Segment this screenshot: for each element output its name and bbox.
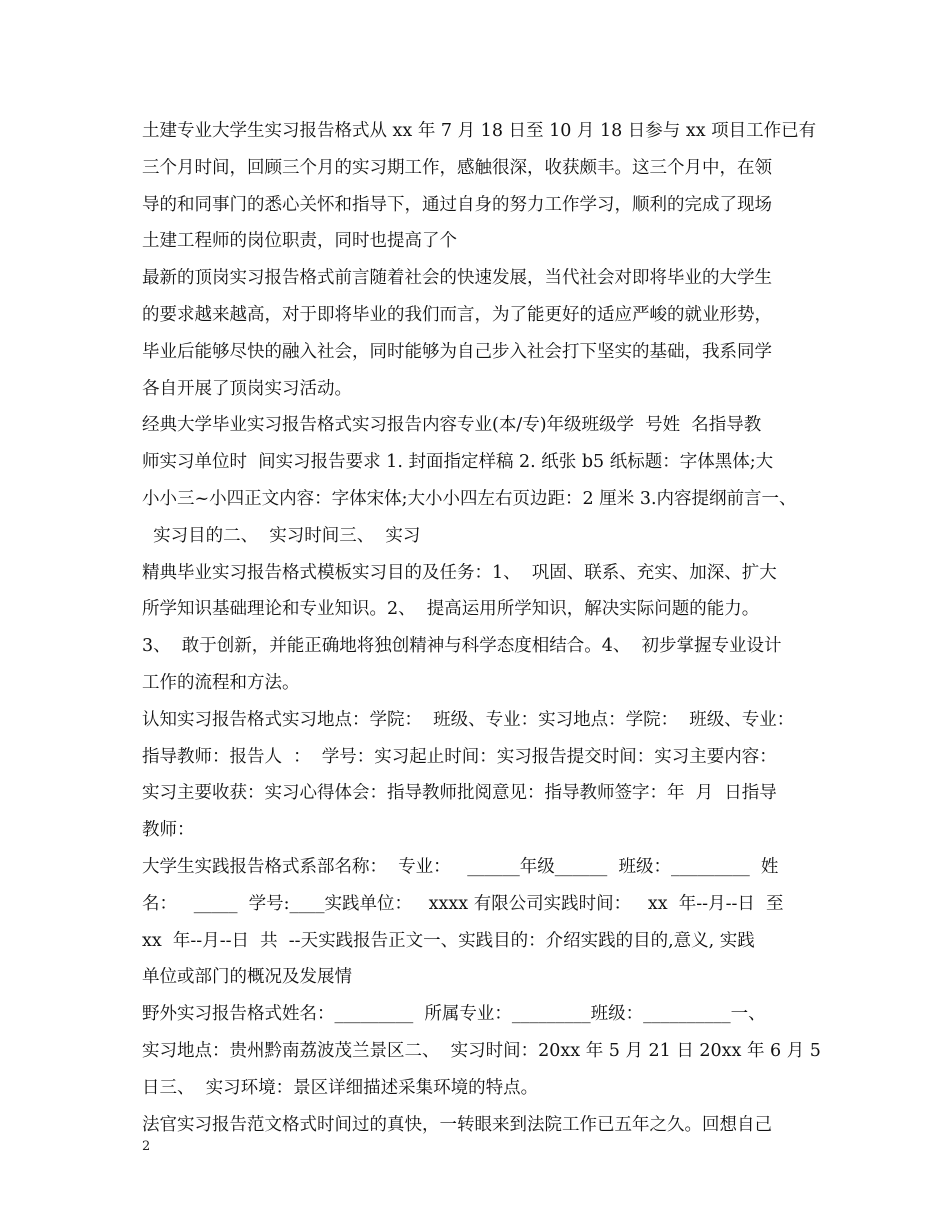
text-line: 土建专业大学生实习报告格式从 xx 年 7 月 18 日至 10 月 18 日参与 xx 项目工作已有: [142, 121, 817, 141]
text-line: 法官实习报告范文格式时间过的真快，一转眼来到法院工作已五年之久。回想自己: [142, 1114, 772, 1135]
text-line: xx 年--月--日 共 --天实践报告正文一、实践目的：介绍实践的目的,意义, 实践: [142, 930, 755, 951]
text-line: 导的和同事门的悉心关怀和指导下，通过自身的努力工作学习，顺利的完成了现场: [142, 194, 772, 215]
text-line: 毕业后能够尽快的融入社会，同时能够为自己步入社会打下坚实的基础，我系同学: [142, 341, 772, 362]
text-line: 实习目的二、 实习时间三、 实习: [142, 525, 421, 546]
body-text: [142, 113, 832, 1143]
text-line: 精典毕业实习报告格式模板实习目的及任务：1、 巩固、联系、充实、加深、扩大: [142, 562, 777, 583]
text-line: 师实习单位时 间实习报告要求 1. 封面指定样稿 2. 纸张 b5 纸标题：字体黑体;大: [142, 452, 774, 473]
text-line: 实习地点：贵州黔南荔波茂兰景区二、 实习时间：20xx 年 5 月 21 日 20xx 年 6 月 5: [142, 1040, 821, 1061]
text-line: 野外实习报告格式姓名：_________ 所属专业：_________班级：__________一、: [142, 1004, 766, 1025]
page-number: 2: [142, 1139, 151, 1154]
text-line: 各自开展了顶岗实习活动。: [142, 378, 352, 399]
text-line: 名： _____ 学号:____实践单位： xxxx 有限公司实践时间： xx 年--月--日 至: [142, 893, 784, 914]
text-line: 经典大学毕业实习报告格式实习报告内容专业(本/专)年级班级学 号姓 名指导教: [142, 415, 762, 436]
text-line: 工作的流程和方法。: [142, 672, 300, 693]
text-line: 最新的顶岗实习报告格式前言随着社会的快速发展，当代社会对即将毕业的大学生: [142, 268, 772, 289]
text-line: 小小三~小四正文内容：字体宋体;大小小四左右页边距：2 厘米 3.内容提纲前言一、: [142, 488, 797, 509]
text-line: 认知实习报告格式实习地点：学院： 班级、专业：实习地点：学院： 班级、专业：: [142, 709, 795, 730]
text-line: 单位或部门的概况及发展情: [142, 967, 352, 988]
text-line: 日三、 实习环境：景区详细描述采集环境的特点。: [142, 1077, 539, 1098]
text-line: 指导教师：报告人 ： 学号：实习起止时间：实习报告提交时间：实习主要内容：: [142, 746, 777, 767]
text-line: 教师：: [142, 820, 195, 841]
text-line: 三个月时间，回顾三个月的实习期工作，感触很深，收获颇丰。这三个月中，在领: [142, 157, 772, 178]
text-line: 土建工程师的岗位职责，同时也提高了个: [142, 231, 457, 252]
text-line: 所学知识基础理论和专业知识。2、 提高运用所学知识，解决实际问题的能力。: [142, 599, 760, 620]
text-line: 3、 敢于创新，并能正确地将独创精神与科学态度相结合。4、 初步掌握专业设计: [142, 636, 782, 657]
text-line: 实习主要收获：实习心得体会：指导教师批阅意见：指导教师签字：年 月 日指导: [142, 783, 777, 804]
text-line: 的要求越来越高，对于即将毕业的我们而言，为了能更好的适应严峻的就业形势，: [142, 304, 772, 325]
text-line: 大学生实践报告格式系部名称： 专业： ______年级______ 班级：_________ 姓: [142, 856, 779, 877]
